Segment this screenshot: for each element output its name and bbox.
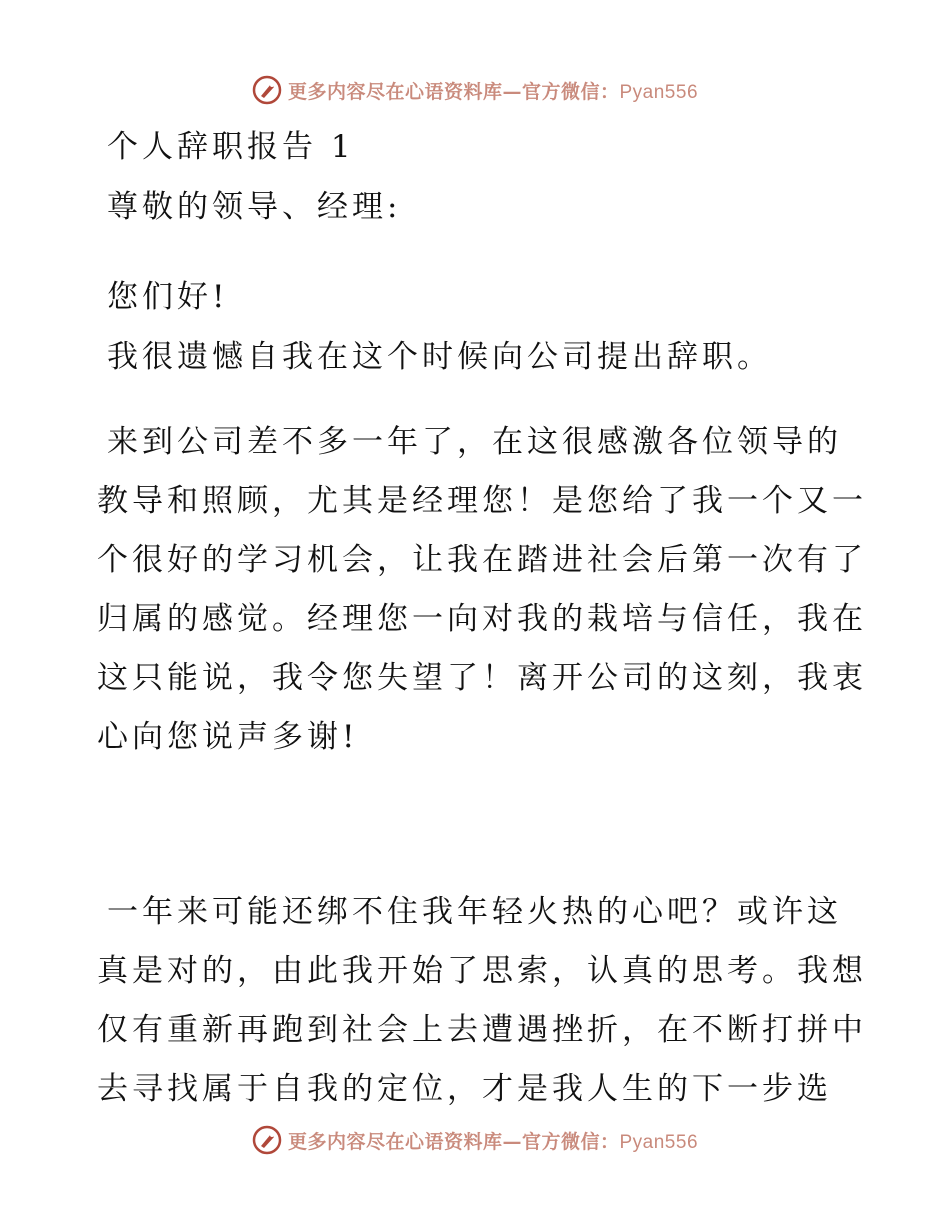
paragraph-reason	[97, 883, 867, 1119]
pen-nib-logo-icon	[252, 1125, 282, 1155]
paragraph-line: 心向您说声多谢!	[97, 719, 359, 755]
paragraph-line: 这只能说，我令您失望了！离开公司的这刻，我衷	[97, 660, 867, 696]
opening-line: 我很遗憾自我在这个时候向公司提出辞职。	[107, 339, 772, 375]
banner-text: 更多内容尽在心语资料库—官方微信：Pyan556	[287, 80, 699, 103]
paragraph-line: 一年来可能还绑不住我年轻火热的心吧？或许这	[107, 894, 842, 930]
paragraph-gratitude	[97, 413, 867, 767]
paragraph-line: 去寻找属于自我的定位，才是我人生的下一步选	[97, 1071, 832, 1107]
paragraph-line: 真是对的，由此我开始了思索，认真的思考。我想	[97, 953, 867, 989]
banner-text: 更多内容尽在心语资料库—官方微信：Pyan556	[287, 1130, 699, 1153]
paragraph-line: 教导和照顾，尤其是经理您！是您给了我一个又一	[97, 483, 867, 519]
paragraph-line: 归属的感觉。经理您一向对我的栽培与信任，我在	[97, 601, 867, 637]
paragraph-line: 仅有重新再跑到社会上去遭遇挫折，在不断打拼中	[97, 1012, 867, 1048]
header-banner	[0, 70, 950, 110]
footer-banner	[0, 1120, 950, 1160]
paragraph-line: 来到公司差不多一年了，在这很感激各位领导的	[107, 424, 842, 460]
paragraph-line: 个很好的学习机会，让我在踏进社会后第一次有了	[97, 542, 867, 578]
wechat-id: Pyan556	[619, 1131, 699, 1153]
greeting: 您们好!	[107, 279, 229, 315]
salutation: 尊敬的领导、经理:	[107, 189, 402, 225]
wechat-id: Pyan556	[619, 81, 699, 103]
pen-nib-logo-icon	[252, 75, 282, 105]
document-title: 个人辞职报告 1	[107, 129, 355, 165]
